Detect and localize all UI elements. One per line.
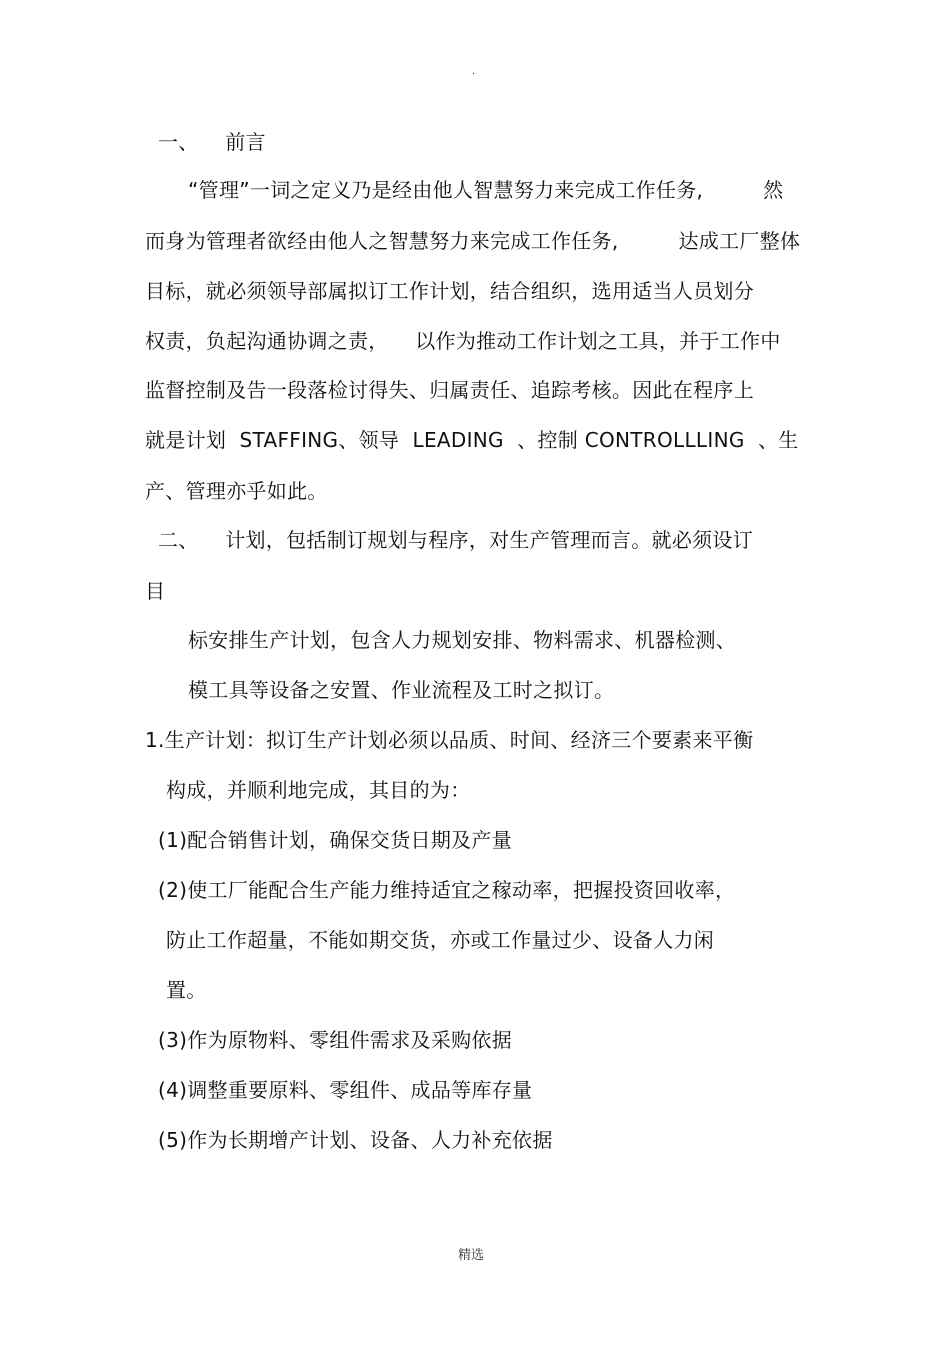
paragraph-line: 就是计划 STAFFING、领导 LEADING 、控制 CONTROLLLING 、生 [145, 428, 799, 452]
header-mark: . [472, 66, 476, 77]
footer-label: 精选 [458, 1248, 485, 1263]
list-item: (3)作为原物料、零组件需求及采购依据 [158, 1028, 513, 1052]
paragraph-line: 模工具等设备之安置、作业流程及工时之拟订。 [188, 678, 615, 702]
list-item: (1)配合销售计划，确保交货日期及产量 [158, 828, 513, 852]
paragraph-line: 监督控制及告一段落检讨得失、归属责任、追踪考核。因此在程序上 [145, 378, 754, 402]
paragraph-line: 产、管理亦乎如此。 [145, 479, 328, 503]
section-heading-2: 二、 计划，包括制订规划与程序，对生产管理而言。就必须设订 [158, 528, 754, 552]
paragraph-line: 而身为管理者欲经由他人之智慧努力来完成工作任务, 达成工厂整体 [145, 229, 801, 253]
list-item-continuation: 置。 [166, 978, 207, 1002]
list-item: (4)调整重要原料、零组件、成品等库存量 [158, 1078, 533, 1102]
paragraph-line: 目标，就必须领导部属拟订工作计划，结合组织，选用适当人员划分 [145, 279, 754, 303]
paragraph-line: 权责，负起沟通协调之责， 以作为推动工作计划之工具，并于工作中 [145, 329, 781, 353]
paragraph-line: 目 [145, 579, 166, 603]
section-heading-1: 一、 前言 [158, 130, 266, 154]
paragraph-line: 标安排生产计划，包含人力规划安排、物料需求、机器检测、 [188, 628, 737, 652]
list-item: (2)使工厂能配合生产能力维持适宜之稼动率，把握投资回收率， [158, 878, 736, 902]
list-item: (5)作为长期增产计划、设备、人力补充依据 [158, 1128, 553, 1152]
list-item-continuation: 防止工作超量，不能如期交货，亦或工作量过少、设备人力闲 [166, 928, 715, 952]
paragraph-line: “管理”一词之定义乃是经由他人智慧努力来完成工作任务, 然 [188, 178, 784, 202]
list-heading: 1.生产计划：拟订生产计划必须以品质、时间、经济三个要素来平衡 [145, 728, 754, 752]
paragraph-line: 构成，并顺利地完成，其目的为： [166, 778, 471, 802]
